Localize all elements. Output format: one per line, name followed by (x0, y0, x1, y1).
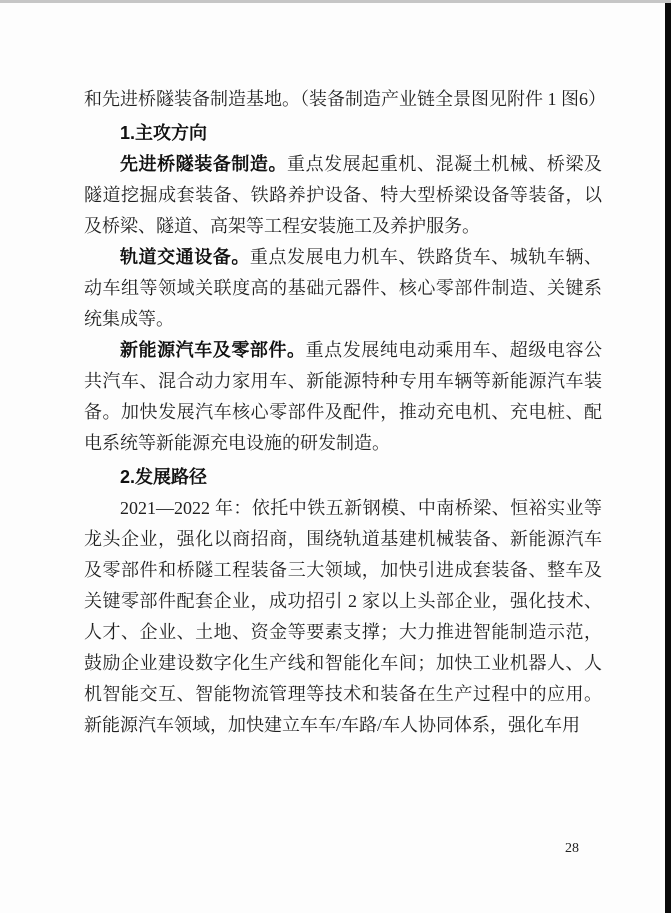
paragraph-text: 2021—2022 年：依托中铁五新钢模、中南桥梁、恒裕实业等龙头企业，强化以商招商，围绕轨道基建机械装备、新能源汽车及零部件和桥隧工程装备三大领域，加快引进成套装备、整车及关键零部件配套企业，成功招引 2 家以上头部企业，强化技术、人才、企业、土地、资金等要素支撑；大力推进智能制造示范，鼓励企业建设数字化生产线和智能化车间；加快工业机器人、人机智能交互、智能物流管理等技术和装备在生产过程中的应用。新能源汽车领域，加快建立车车/车路/车人协同体系，强化车用 (84, 498, 602, 735)
document-body (84, 84, 606, 741)
paragraph (84, 84, 606, 115)
paragraph (84, 462, 602, 493)
paragraph-text: 重点发展起重机、混凝土机械、桥梁及隧道挖掘成套装备、铁路养护设备、特大型桥梁设备等装备，以及桥梁、隧道、高架等工程安装施工及养护服务。 (84, 154, 603, 236)
paragraph-text: 重点发展纯电动乘用车、超级电容公共汽车、混合动力家用车、新能源特种专用车辆等新能源汽车装备。加快发展汽车核心零部件及配件，推动充电机、充电桩、配电系统等新能源充电设施的研发制造。 (84, 340, 603, 453)
paragraph-bold-lead: 轨道交通设备。 (120, 247, 250, 267)
scan-top-edge (0, 0, 671, 3)
paragraph-text: 和先进桥隧装备制造基地。（装备制造产业链全景图见附件 1 图6） (84, 89, 606, 109)
paragraph-bold-lead: 先进桥隧装备制造。 (120, 154, 288, 174)
paragraph (84, 493, 602, 741)
scan-edge-bar (665, 3, 671, 913)
paragraph-bold-lead: 2.发展路径 (120, 467, 208, 487)
paragraph (84, 118, 602, 149)
paragraph (84, 335, 602, 459)
paragraph-text: 重点发展电力机车、铁路货车、城轨车辆、动车组等领域关联度高的基础元器件、核心零部件制造、关键系统集成等。 (84, 247, 602, 329)
page-number: 28 (565, 841, 579, 856)
paragraph (84, 149, 602, 242)
paragraph-bold-lead: 新能源汽车及零部件。 (120, 340, 306, 360)
paragraph-bold-lead: 1.主攻方向 (120, 123, 208, 143)
paragraph (84, 242, 602, 335)
